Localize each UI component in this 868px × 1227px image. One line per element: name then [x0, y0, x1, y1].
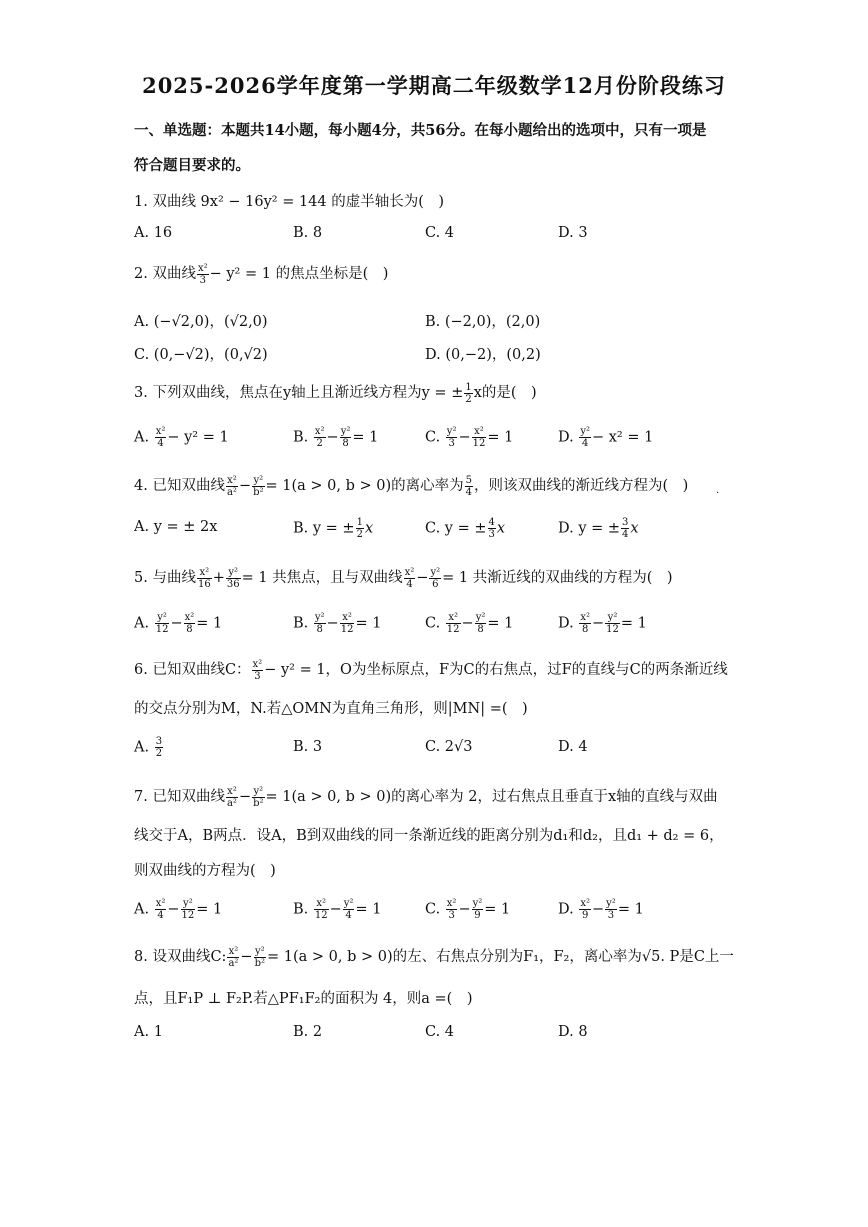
q3-option-b: B. $\frac{\text{x²}}{2}$ − $\frac{\text{y²}}{8}$ = 1 [293, 426, 379, 449]
q3-option-c: C. $\frac{\text{y²}}{3}$ − $\frac{\text{x²}}{12}$ = 1 [425, 426, 514, 449]
stray-mark: . [716, 485, 720, 496]
section-heading-cont: 符合题目要求的。 [134, 157, 250, 174]
q8-option-c: C. 4 [425, 1024, 455, 1040]
q8-option-b: B. 2 [293, 1024, 323, 1040]
q4-option-c: C. y = ± $\frac{4}{3}$ x [425, 517, 506, 540]
q6-option-d: D. 4 [558, 739, 588, 755]
question-2-stem: 2. 双曲线 $\frac{\text{x²}}{3}$ − y² = 1 的焦点坐标是( ) [134, 262, 389, 286]
q2-option-a: A. (−√2,0)，(√2,0) [134, 314, 268, 330]
question-1-stem: 1. 双曲线 9x² − 16y² = 144 的虚半轴长为( ) [134, 194, 445, 210]
question-6-stem: 6. 已知双曲线C： $\frac{\text{x²}}{3}$ − y² = 1，O为坐标原点，F为C的右焦点，过F的直线与C的两条渐近线 [134, 658, 728, 682]
q6-option-c: C. 2√3 [425, 739, 473, 755]
question-7-stem-cont2: 则双曲线的方程为( ) [134, 863, 276, 879]
q6-option-a: A. $\frac{3}{2}$ [134, 736, 163, 759]
q2-option-d: D. (0,−2)，(0,2) [425, 347, 541, 363]
q1-option-d: D. 3 [558, 225, 588, 241]
question-7-stem-cont: 线交于A，B两点．设A，B到双曲线的同一条渐近线的距离分别为d₁和d₂，且d₁ + d₂ = 6， [134, 828, 724, 844]
q4-option-a: A. y = ± 2x [134, 519, 218, 535]
section-heading: 一、单选题：本题共14小题，每小题4分，共56分。在每小题给出的选项中，只有一项是 [134, 122, 707, 139]
q7-option-a: A. $\frac{\text{x²}}{4}$ − $\frac{\text{y²}}{12}$ = 1 [134, 898, 223, 921]
page-title: 2025-2026学年度第一学期高二年级数学12月份阶段练习 [142, 73, 726, 98]
question-6-stem-cont: 的交点分别为M，N.若△OMN为直角三角形，则|MN| =( ) [134, 701, 528, 717]
question-8-stem-cont: 点，且F₁P ⊥ F₂P.若△PF₁F₂的面积为 4，则a =( ) [134, 991, 473, 1007]
question-7-stem: 7. 已知双曲线 $\frac{\text{x²}}{\text{a²}}$ − $\frac{\text{y²}}{\text{b²}}$ = 1(a > 0, b > 0)的离心率为 2，过右焦点且垂直于x轴的直线与双曲 [134, 785, 718, 809]
q3-option-a: A. $\frac{\text{x²}}{4}$ − y² = 1 [134, 426, 229, 449]
q8-option-a: A. 1 [134, 1024, 163, 1040]
question-5-stem: 5. 与曲线 $\frac{\text{x²}}{16}$ + $\frac{\text{y²}}{36}$ = 1 共焦点，且与双曲线 $\frac{\text{x²}}{4}$ − $\frac{\text{y²}}{6}$ = 1 共渐近线的双曲线的方程为( ) [134, 566, 673, 590]
q2-option-b: B. (−2,0)，(2,0) [425, 314, 541, 330]
q1-option-b: B. 8 [293, 225, 323, 241]
q7-option-c: C. $\frac{\text{x²}}{3}$ − $\frac{\text{y²}}{9}$ = 1 [425, 898, 511, 921]
q4-option-d: D. y = ± $\frac{3}{4}$ x [558, 517, 639, 540]
question-8-stem: 8. 设双曲线C: $\frac{\text{x²}}{\text{a²}}$ − $\frac{\text{y²}}{\text{b²}}$ = 1(a > 0, b > 0)的左、右焦点分别为F₁，F₂，离心率为√5. P是C上一 [134, 945, 734, 969]
q8-option-d: D. 8 [558, 1024, 588, 1040]
q4-option-b: B. y = ± $\frac{1}{2}$ x [293, 517, 374, 540]
q3-option-d: D. $\frac{\text{y²}}{4}$ − x² = 1 [558, 426, 654, 449]
q1-option-c: C. 4 [425, 225, 455, 241]
q5-option-a: A. $\frac{\text{y²}}{12}$ − $\frac{\text{x²}}{8}$ = 1 [134, 612, 223, 635]
q1-option-a: A. 16 [134, 225, 173, 241]
q2-option-c: C. (0,−√2)，(0,√2) [134, 347, 268, 363]
q7-option-b: B. $\frac{\text{x²}}{12}$ − $\frac{\text{y²}}{4}$ = 1 [293, 898, 382, 921]
question-3-stem: 3. 下列双曲线，焦点在y轴上且渐近线方程为y = ± $\frac{1}{2}$ x的是( ) [134, 381, 537, 405]
q5-option-b: B. $\frac{\text{y²}}{8}$ − $\frac{\text{x²}}{12}$ = 1 [293, 612, 382, 635]
question-4-stem: 4. 已知双曲线 $\frac{\text{x²}}{\text{a²}}$ − $\frac{\text{y²}}{\text{b²}}$ = 1(a > 0, b > 0)的离心率为 $\frac{5}{4}$ ，则该双曲线的渐近线方程为( ) [134, 474, 689, 498]
q5-option-d: D. $\frac{\text{x²}}{8}$ − $\frac{\text{y²}}{12}$ = 1 [558, 612, 647, 635]
q7-option-d: D. $\frac{\text{x²}}{9}$ − $\frac{\text{y²}}{3}$ = 1 [558, 898, 644, 921]
q5-option-c: C. $\frac{\text{x²}}{12}$ − $\frac{\text{y²}}{8}$ = 1 [425, 612, 514, 635]
q6-option-b: B. 3 [293, 739, 323, 755]
